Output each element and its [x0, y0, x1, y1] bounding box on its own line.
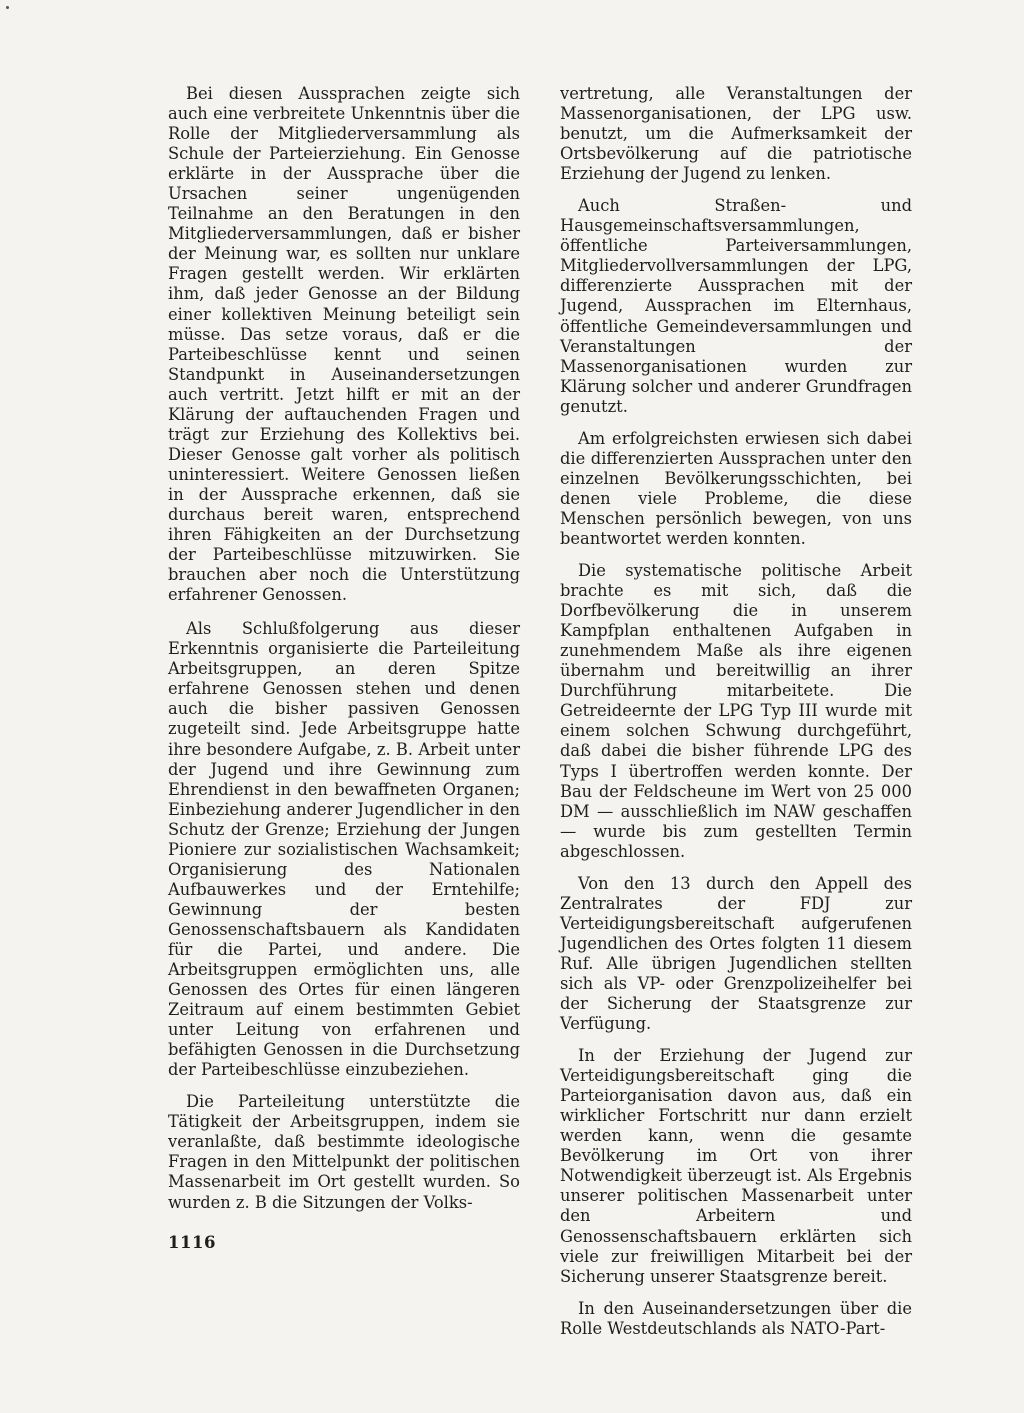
paragraph: In der Erziehung der Jugend zur Verteidigungsbereitschaft ging die Parteiorganisation davon aus, daß ein wirklicher Fortschritt nur dann erzielt werden kann, wenn die gesamte Bevölkerung im Ort von ihrer Notwendigkeit überzeugt ist. Als Ergebnis unserer politischen Massenarbeit unter den Arbeitern und Genossenschaftsbauern erklärten sich viele zur freiwilligen Mitarbeit bei der Sicherung unserer Staatsgrenze bereit.	[560, 1046, 912, 1286]
paragraph: Von den 13 durch den Appell des Zentralrates der FDJ zur Verteidigungsbereitschaft aufgerufenen Jugendlichen des Ortes folgten 11 diesem Ruf. Alle übrigen Jugendlichen stellten sich als VP- oder Grenzpolizeihelfer bei der Sicherung der Staatsgrenze zur Verfügung.	[560, 873, 912, 1034]
paragraph: Auch Straßen- und Hausgemeinschaftsversammlungen, öffentliche Parteiversammlungen, Mitgliedervollversammlungen der LPG, differenzierte Aussprachen mit der Jugend, Aussprachen im Elternhaus, öffentliche Gemeindeversammlungen und Veranstaltungen der Massenorganisationen wurden zur Klärung solcher und anderer Grundfragen genutzt.	[560, 196, 912, 416]
scan-speck	[6, 6, 9, 9]
paragraph: Bei diesen Aussprachen zeigte sich auch eine verbreitete Unkenntnis über die Rolle der Mitgliederversammlung als Schule der Parteierziehung. Ein Genosse erklärte in der Aussprache über die Ursachen seiner ungenügenden Teilnahme an den Beratungen in den Mitgliederversammlungen, daß er bisher der Meinung war, es sollten nur unklare Fragen gestellt werden. Wir erklärten ihm, daß jeder Genosse an der Bildung einer kollektiven Meinung beteiligt sein müsse. Das setze voraus, daß er die Parteibeschlüsse kennt und seinen Standpunkt in Auseinandersetzungen auch vertritt. Jetzt hilft er mit an der Klärung der auftauchenden Fragen und trägt zur Erziehung des Kollektivs bei. Dieser Genosse galt vorher als politisch uninteressiert. Weitere Genossen ließen in der Aussprache erkennen, daß sie durchaus bereit waren, entsprechend ihren Fähigkeiten an der Durchsetzung der Parteibeschlüsse mitzuwirken. Sie brauchen aber noch die Unterstützung erfahrener Genossen.	[168, 84, 520, 605]
paragraph: Die Parteileitung unterstützte die Tätigkeit der Arbeitsgruppen, indem sie veranlaßte, daß bestimmte ideologische Fragen in den Mittelpunkt der politischen Massenarbeit im Ort gestellt wurden. So wurden z. B die Sitzungen der Volks-	[168, 1092, 520, 1212]
paragraph: Am erfolgreichsten erwiesen sich dabei die differenzierten Aussprachen unter den einzelnen Bevölkerungsschichten, bei denen viele Probleme, die diese Menschen persönlich bewegen, von uns beantwortet werden konnten.	[560, 428, 912, 548]
paragraph: Als Schlußfolgerung aus dieser Erkenntnis organisierte die Parteileitung Arbeitsgruppen, an deren Spitze erfahrene Genossen stehen und denen auch die bisher passiven Genossen zugeteilt sind. Jede Arbeitsgruppe hatte ihre besondere Aufgabe, z. B. Arbeit unter der Jugend und ihre Gewinnung zum Ehrendienst in den bewaffneten Organen; Einbeziehung anderer Jugendlicher in den Schutz der Grenze; Erziehung der Jungen Pioniere zur sozialistischen Wachsamkeit; Organisierung des Nationalen Aufbauwerkes und der Erntehilfe; Gewinnung der besten Genossenschaftsbauern als Kandidaten für die Partei, und andere. Die Arbeitsgruppen ermöglichten uns, alle Genossen des Ortes für einen längeren Zeitraum auf einem bestimmten Gebiet unter Leitung von erfahrenen und befähigten Genossen in die Durchsetzung der Parteibeschlüsse einzubeziehen.	[168, 619, 520, 1080]
paragraph: vertretung, alle Veranstaltungen der Massenorganisationen, der LPG usw. benutzt, um die Aufmerksamkeit der Ortsbevölkerung auf die patriotische Erziehung der Jugend zu lenken.	[560, 84, 912, 184]
left-column	[168, 84, 520, 1225]
paragraph: In den Auseinandersetzungen über die Rolle Westdeutschlands als NATO-Part-	[560, 1298, 912, 1338]
right-column	[560, 84, 912, 1351]
page-number: 1116	[168, 1233, 216, 1252]
paragraph: Die systematische politische Arbeit brachte es mit sich, daß die Dorfbevölkerung die in unserem Kampfplan enthaltenen Aufgaben in zunehmendem Maße als ihre eigenen übernahm und bereitwillig an ihrer Durchführung mitarbeitete. Die Getreideernte der LPG Typ III wurde mit einem solchen Schwung durchgeführt, daß dabei die bisher führende LPG des Typs I übertroffen werden konnte. Der Bau der Feldscheune im Wert von 25 000 DM — ausschließlich im NAW geschaffen — wurde bis zum gestellten Termin abgeschlossen.	[560, 561, 912, 861]
